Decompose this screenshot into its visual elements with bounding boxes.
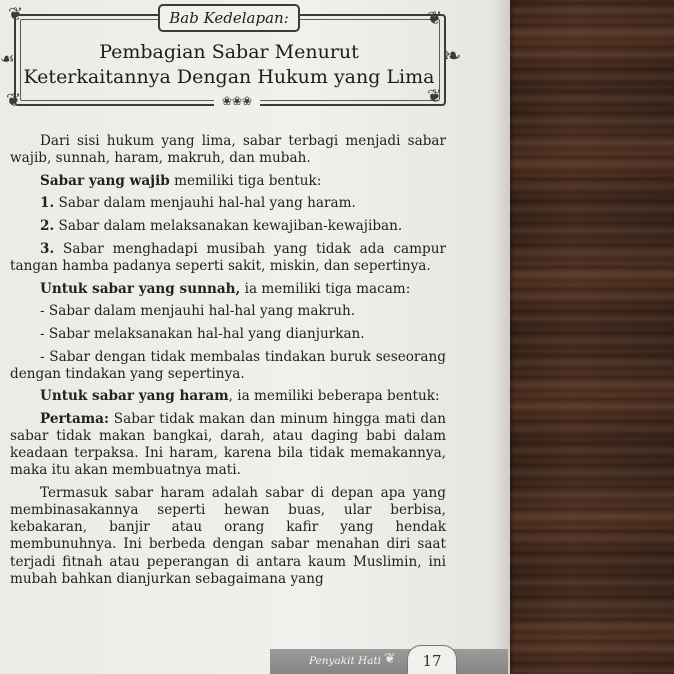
list-item: - Sabar dalam menjauhi hal-hal yang makruh. (40, 303, 356, 320)
body-text (10, 133, 446, 593)
side-flourish-icon: ☙ (0, 49, 15, 68)
paragraph: Untuk sabar yang haram, ia memiliki beberapa bentuk: (40, 388, 440, 405)
list-item: - Sabar melaksanakan hal-hal yang dianjurkan. (40, 326, 365, 342)
list-item: 1. Sabar dalam menjauhi hal-hal yang haram. (40, 195, 356, 212)
frame-bottom-ornament-icon: ❀❀❀ (214, 95, 260, 107)
chapter-title (20, 40, 438, 90)
paragraph: Termasuk sabar haram adalah sabar di depan apa yang membinasakannya seperti hewan buas, ular berbisa, kebakaran, banjir atau orang kafir yang hendak membunuhnya. Ini berbeda dengan sabar menahan diri saat terjadi fitnah atau peperangan di antara kaum Muslimin, ini mubah bahkan dianjurkan sebagaimana yang (10, 485, 446, 587)
corner-ornament-icon: ❦ (8, 4, 24, 25)
paragraph: Dari sisi hukum yang lima, sabar terbagi menjadi sabar wajib, sunnah, haram, makruh, dan mubah. (10, 133, 446, 167)
corner-ornament-icon: ❦ (427, 86, 443, 107)
list-item: - Sabar dengan tidak membalas tindakan buruk seseorang dengan tindakan yang sepertinya. (10, 348, 446, 382)
paragraph: Pertama: Sabar tidak makan dan minum hingga mati dan sabar tidak makan bangkai, darah, atau daging babi dalam keadaan terpaksa. Ini haram, karena bila tidak memakannya, maka itu akan membuatnya mati. (10, 411, 446, 479)
paragraph: Sabar yang wajib memiliki tiga bentuk: (40, 172, 322, 189)
list-item: 2. Sabar dalam melaksanakan kewajiban-kewajiban. (40, 218, 403, 235)
paragraph: Untuk sabar yang sunnah, ia memiliki tiga macam: (40, 280, 411, 297)
page-number: 17 (407, 645, 457, 674)
chapter-title-line-2: Keterkaitannya Dengan Hukum yang Lima (23, 66, 435, 88)
footer-book-title: Penyakit Hati (308, 655, 382, 667)
corner-ornament-icon: ❦ (6, 90, 22, 111)
wooden-table-background (505, 0, 674, 674)
list-item: 3. Sabar menghadapi musibah yang tidak ada campur tangan hamba padanya seperti sakit, miskin, dan sepertinya. (10, 240, 446, 274)
corner-ornament-icon: ❦ (427, 8, 443, 29)
side-flourish-icon: ❧ (443, 44, 462, 69)
chapter-label: Bab Kedelapan: (158, 4, 300, 32)
chapter-title-line-1: Pembagian Sabar Menurut (99, 41, 359, 63)
footer-flourish-icon: ❦ (384, 651, 396, 667)
